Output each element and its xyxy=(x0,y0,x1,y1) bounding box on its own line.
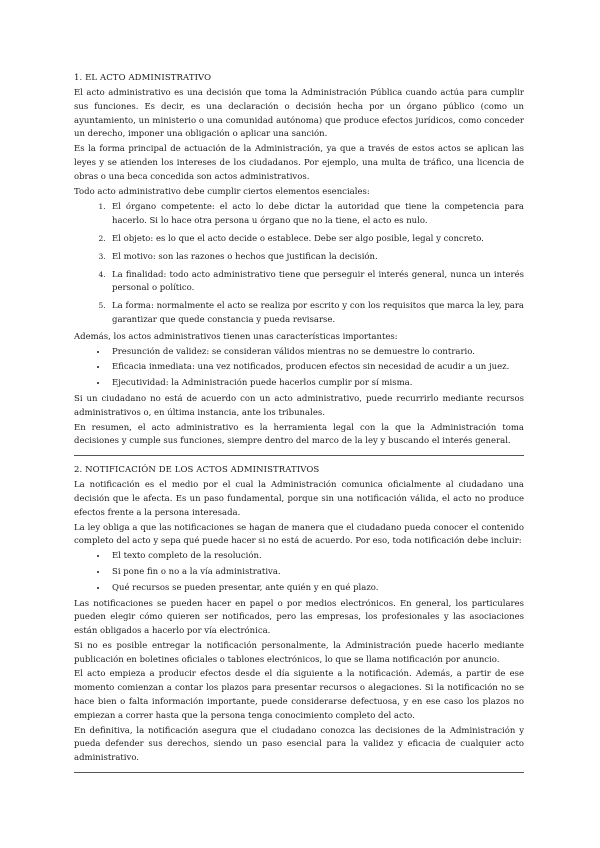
list-item: • Qué recursos se pueden presentar, ante quién y en qué plazo. xyxy=(108,582,524,596)
notification-contents-list xyxy=(74,550,524,595)
section-2-paragraph-1: La notificación es el medio por el cual la Administración comunica oficialmente al ciudadano una decisión que le afecta. Es un paso fundamental, porque sin una notificación válida, el acto no produce efectos frente a la persona interesada. xyxy=(74,480,524,518)
section-divider xyxy=(74,455,524,456)
list-item: 1. El órgano competente: el acto lo debe dictar la autoridad que tiene la competencia para hacerlo. Si lo hace otra persona u órgano que no la tiene, el acto es nulo. xyxy=(108,200,524,229)
section-1-paragraph-3: Todo acto administrativo debe cumplir ciertos elementos esenciales: xyxy=(74,186,370,197)
list-item: • Eficacia inmediata: una vez notificados, producen efectos sin necesidad de acudir a un juez. xyxy=(108,361,524,375)
essential-elements-list xyxy=(74,200,524,327)
section-1-paragraph-5: Si un ciudadano no está de acuerdo con un acto administrativo, puede recurrirlo mediante recursos administrativos o, en última instancia, ante los tribunales. xyxy=(74,393,524,418)
list-item: • Presunción de validez: se consideran válidos mientras no se demuestre lo contrario. xyxy=(108,346,524,360)
list-item: • Ejecutividad: la Administración puede hacerlos cumplir por sí misma. xyxy=(108,377,524,391)
list-item: 3. El motivo: son las razones o hechos que justifican la decisión. xyxy=(108,250,524,265)
section-1-paragraph-2: Es la forma principal de actuación de la Administración, ya que a través de estos actos se aplican las leyes y se atienden los intereses de los ciudadanos. Por ejemplo, una multa de tráfico, una licencia de obras o una beca concedida son actos administrativos. xyxy=(74,144,524,182)
list-item: • El texto completo de la resolución. xyxy=(108,550,524,564)
characteristics-list xyxy=(74,346,524,391)
section-1-paragraph-6: En resumen, el acto administrativo es la herramienta legal con la que la Administración toma decisiones y cumple sus funciones, siempre dentro del marco de la ley y buscando el interés general. xyxy=(74,422,524,447)
section-2-paragraph-3: Las notificaciones se pueden hacer en papel o por medios electrónicos. En general, los particulares pueden elegir cómo quieren ser notificados, pero las empresas, los profesionales y las asociaciones están obligados a hacerlo por vía electrónica. xyxy=(74,598,524,637)
list-item: 2. El objeto: es lo que el acto decide o establece. Debe ser algo posible, legal y concreto. xyxy=(108,232,524,247)
section-1-heading: 1. EL ACTO ADMINISTRATIVO xyxy=(74,73,212,83)
section-1-paragraph-1: El acto administrativo es una decisión que toma la Administración Pública cuando actúa para cumplir sus funciones. Es decir, es una declaración o decisión hecha por un órgano público (como un ayuntamiento, un ministerio o una comunidad autónoma) que produce efectos jurídicos, como conceder un derecho, imponer una obligación o aplicar una sanción. xyxy=(74,88,524,140)
section-2-heading: 2. NOTIFICACIÓN DE LOS ACTOS ADMINISTRATIVOS xyxy=(74,465,320,476)
list-item: 4. La finalidad: todo acto administrativo tiene que perseguir el interés general, nunca un interés personal o político. xyxy=(108,268,524,297)
section-2-paragraph-6: En definitiva, la notificación asegura que el ciudadano conozca las decisiones de la Administración y pueda defender sus derechos, siendo un paso esencial para la validez y eficacia de cualquier acto administrativo. xyxy=(74,725,524,764)
section-1-paragraph-4: Además, los actos administrativos tienen unas características importantes: xyxy=(74,331,398,342)
section-divider xyxy=(74,772,524,773)
section-2-paragraph-4: Si no es posible entregar la notificación personalmente, la Administración puede hacerlo mediante publicación en boletines oficiales o tablones electrónicos, lo que se llama notificación por anuncio. xyxy=(74,640,524,665)
section-2-paragraph-2: La ley obliga a que las notificaciones se hagan de manera que el ciudadano pueda conocer el contenido completo del acto y sepa qué puede hacer si no está de acuerdo. Por eso, toda notificación debe incluir: xyxy=(74,522,524,547)
list-item: 5. La forma: normalmente el acto se realiza por escrito y con los requisitos que marca la ley, para garantizar que quede constancia y pueda revisarse. xyxy=(108,299,524,328)
section-2-paragraph-5: El acto empieza a producir efectos desde el día siguiente a la notificación. Además, a partir de ese momento comienzan a contar los plazos para presentar recursos o alegaciones. Si la notificación no se hace bien o falta información importante, puede considerarse defectuosa, y en ese caso los plazos no empiezan a correr hasta que la persona tenga conocimiento completo del acto. xyxy=(74,669,524,721)
list-item: • Si pone fin o no a la vía administrativa. xyxy=(108,566,524,580)
